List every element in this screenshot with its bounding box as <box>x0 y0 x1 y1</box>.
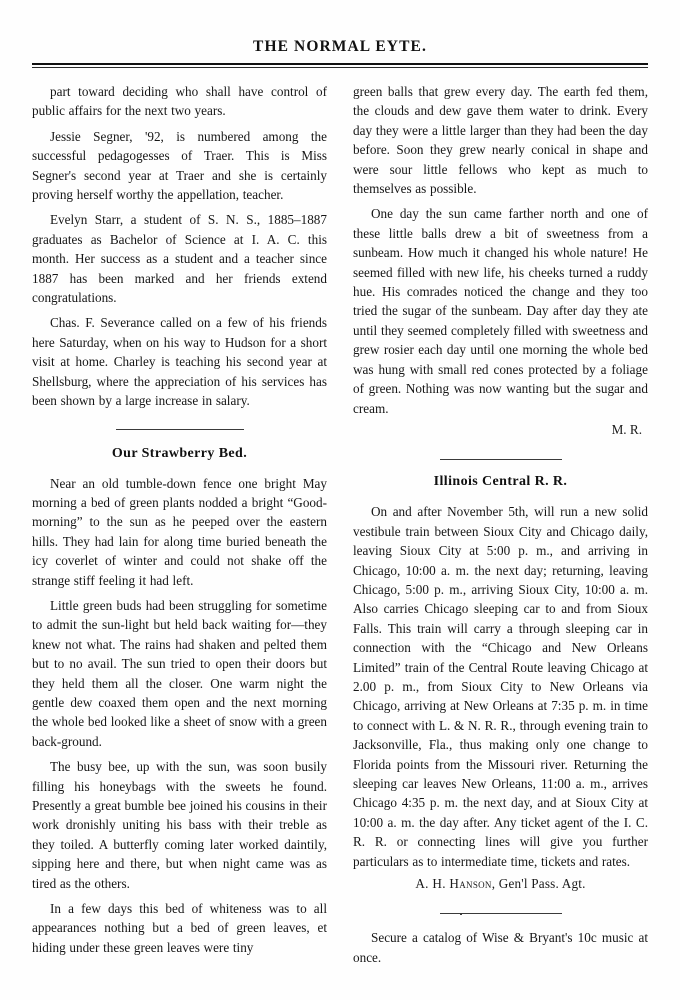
article-heading-illinois-central: Illinois Central R. R. <box>433 474 568 490</box>
signature-line <box>353 874 648 893</box>
paragraph: Evelyn Starr, a student of S. N. S., 1885–1887 graduates as Bachelor of Science at I. A. C. this month. Her success as a student and a teacher since 1887 has been marked and her friends extend congratulations. <box>32 212 327 306</box>
paragraph: part toward deciding who shall have control of public affairs for the next two years. <box>32 84 327 119</box>
article-heading-strawberry-bed: Our Strawberry Bed. <box>111 445 248 461</box>
paragraph: Chas. F. Severance called on a few of his friends here Saturday, when on his way to Hudson for a short visit at home. Charley is teaching his second year at Shellsburg, where the appreciation of his services has been shown by a large increase in salary. <box>32 315 327 409</box>
masthead <box>32 38 648 68</box>
paragraph: The busy bee, up with the sun, was soon busily filling his honeybags with the sweets he found. Presently a great bumble bee joined his cousins in their work dronishly uniting his bass with their treble as they toiled. A butterfly coming later worked daintily, sipping here and there, but when night came was as tired as the others. <box>32 759 327 891</box>
paragraph: Near an old tumble-down fence one bright May morning a bed of green plants nodded a bright “Good-morning” to the sun as he peeped over the eastern hills. They had lain for along time buried beneath the icy coverlet of winter and could not shake off the strange stiff feeling it had left. <box>32 475 327 588</box>
signature-name: A. H. Hanson <box>415 876 492 892</box>
left-column <box>32 82 327 987</box>
paragraph: On and after November 5th, will run a new solid vestibule train between Sioux City and Chicago daily, leaving Sioux City at 5:00 p. m., and arriving in Chicago, 10:00 a. m. the next day; returning, leaving Chicago, 5:00 p. m., arriving Sioux City, 10:00 a. m. Also carries Chicago sleeping car to and from Sioux Falls. This train will carry a through sleeping car in connection with the “Chicago and New Orleans Limited” train of the Central Route leaving Chicago at 2.00 p. m., from Sioux City to New Orleans via Chicago, arriving at New Orleans at 7:35 p. m. in time to connect with L. & N. R. R., through evening train to Jacksonville, Fla., thus making only one change to Florida points from the Missouri river. Returning the sleeping car leaves New Orleans, 11:00 a. m., arrives Chicago 4:35 p. m. the next day, and at Sioux City at 10:00 a. m. the day after. Any ticket agent of the I. C. R. R. or connecting lines will give you further particulars as to intermediate time, tickets and rates. <box>353 504 648 869</box>
section-divider <box>440 459 562 460</box>
right-column <box>353 82 648 987</box>
paragraph: Little green buds had been struggling for sometime to admit the sun-light but held back waiting for—they knew not what. The rains had shaken and pelted them but to no avail. The sun tried to open their doors but they held them all the closer. One warm night the gentle dew coaxed them open and the next morning the whole bed looked like a sheet of snow with a green back-ground. <box>32 597 327 749</box>
section-divider <box>116 429 244 430</box>
paragraph: One day the sun came farther north and one of these little balls drew a bit of sweetness from a sunbeam. How much it changed his whole nature! He seemed filled with new life, his cheeks turned a ruddy hue. His comrades noticed the change and they too tried the sugar of the sunbeam. Day after day they ate until they seemed completely filled with sweetness and grew rosier each day until one morning the whole bed was hung with small red cones protected by a foliage of green. Nothing was now wanting but the sugar and cream. <box>353 206 648 416</box>
author-signature: M. R. <box>611 421 642 437</box>
signature-title: , Gen'l Pass. Agt. <box>491 876 586 892</box>
paragraph: Jessie Segner, '92, is numbered among the successful pedagogesses of Traer. This is Miss Segner's second year at Traer and she is certainly proving herself worthy the appellation, teacher. <box>32 128 327 203</box>
masthead-rule <box>32 63 648 68</box>
notice-paragraph: Secure a catalog of Wise & Bryant's 10c music at once. <box>353 930 648 965</box>
column-container <box>32 82 648 987</box>
paragraph: green balls that grew every day. The earth fed them, the clouds and dew gave them water to drink. Every day they were a little larger than they had been the day before. Soon they grew nearly conical in shape and were sour little fellows who kept as much to themselves as possible. <box>353 84 648 197</box>
publication-title: THE NORMAL EYTE. <box>253 38 427 55</box>
section-divider <box>440 913 562 914</box>
paragraph: In a few days this bed of whiteness was to all appearances nothing but a bed of green leaves, et hiding under these green leaves were tiny <box>32 901 327 955</box>
